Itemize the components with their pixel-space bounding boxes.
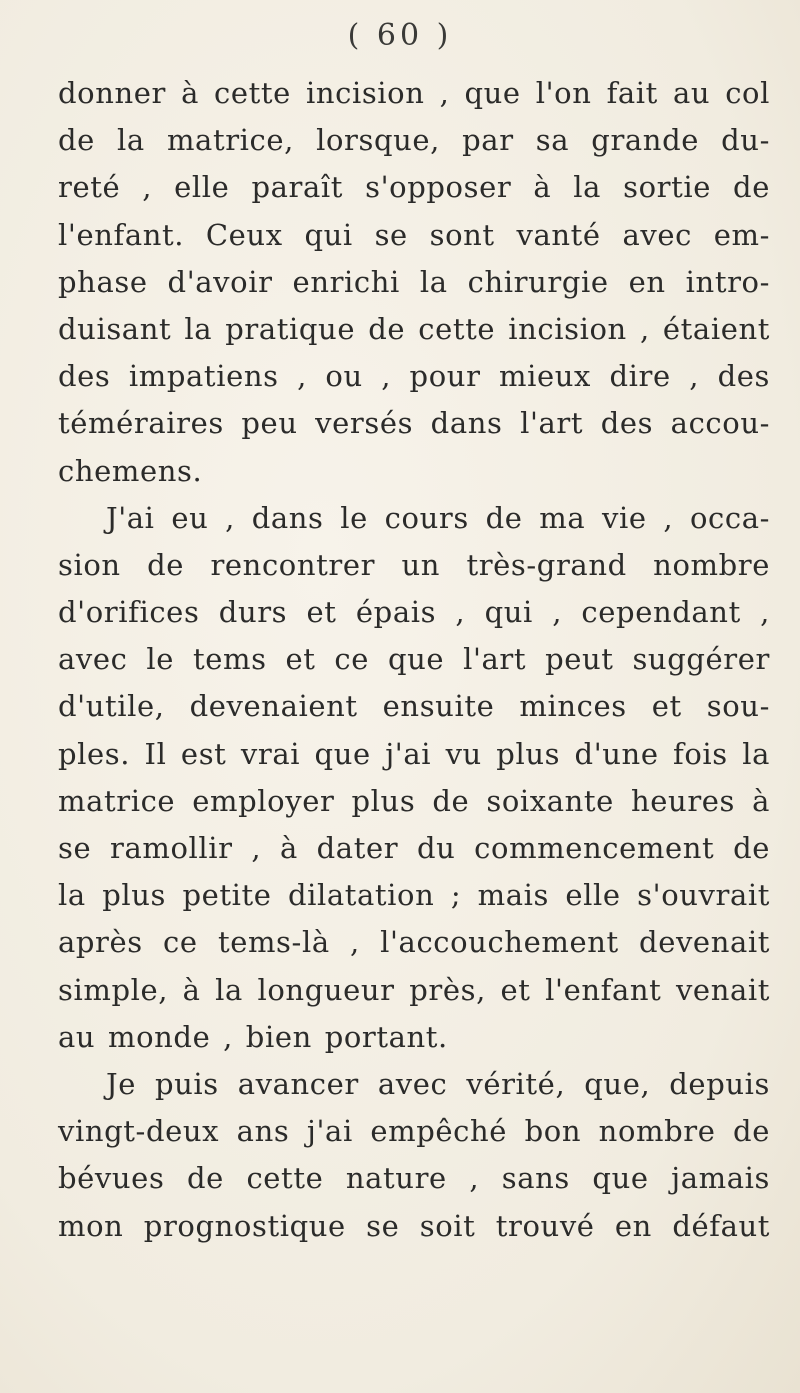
text-line: chemens. (58, 453, 203, 488)
text-line: au monde , bien portant. (58, 1019, 448, 1054)
text-line: avec le tems et ce que l'art peut suggérer (58, 642, 770, 677)
text-line: vingt-deux ans j'ai empêché bon nombre de (58, 1114, 770, 1149)
text-line: Je puis avancer avec vérité, que, depuis (106, 1066, 770, 1101)
text-line: donner à cette incision , que l'on fait au col (58, 76, 770, 110)
body-text (58, 70, 770, 1250)
text-line: l'enfant. Ceux qui se sont vanté avec em- (58, 217, 770, 252)
page-number: ( 60 ) (347, 18, 453, 53)
text-line: d'orifices durs et épais , qui , cependant , (58, 595, 770, 630)
text-line: sion de rencontrer un très-grand nombre (58, 547, 770, 582)
text-line: simple, à la longueur près, et l'enfant venait (58, 972, 770, 1007)
text-line: duisant la pratique de cette incision , étaient (58, 311, 770, 346)
text-line: de la matrice, lorsque, par sa grande du- (58, 123, 770, 158)
text-line: la plus petite dilatation ; mais elle s'ouvrait (58, 878, 770, 913)
text-line: téméraires peu versés dans l'art des accou- (58, 406, 770, 441)
text-line: mon prognostique se soit trouvé en défaut (58, 1208, 770, 1243)
text-line: se ramollir , à dater du commencement de (58, 831, 770, 865)
text-line: d'utile, devenaient ensuite minces et sou- (58, 689, 770, 724)
text-line: reté , elle paraît s'opposer à la sortie de (58, 170, 770, 205)
text-line: J'ai eu , dans le cours de ma vie , occa- (106, 500, 770, 535)
text-line: phase d'avoir enrichi la chirurgie en intro- (58, 264, 770, 299)
text-line: bévues de cette nature , sans que jamais (58, 1161, 770, 1196)
text-line: ples. Il est vrai que j'ai vu plus d'une fois la (58, 736, 770, 771)
text-line: des impatiens , ou , pour mieux dire , des (58, 359, 770, 394)
text-line: matrice employer plus de soixante heures à (58, 783, 770, 818)
text-line: après ce tems-là , l'accouchement devenait (58, 925, 770, 960)
